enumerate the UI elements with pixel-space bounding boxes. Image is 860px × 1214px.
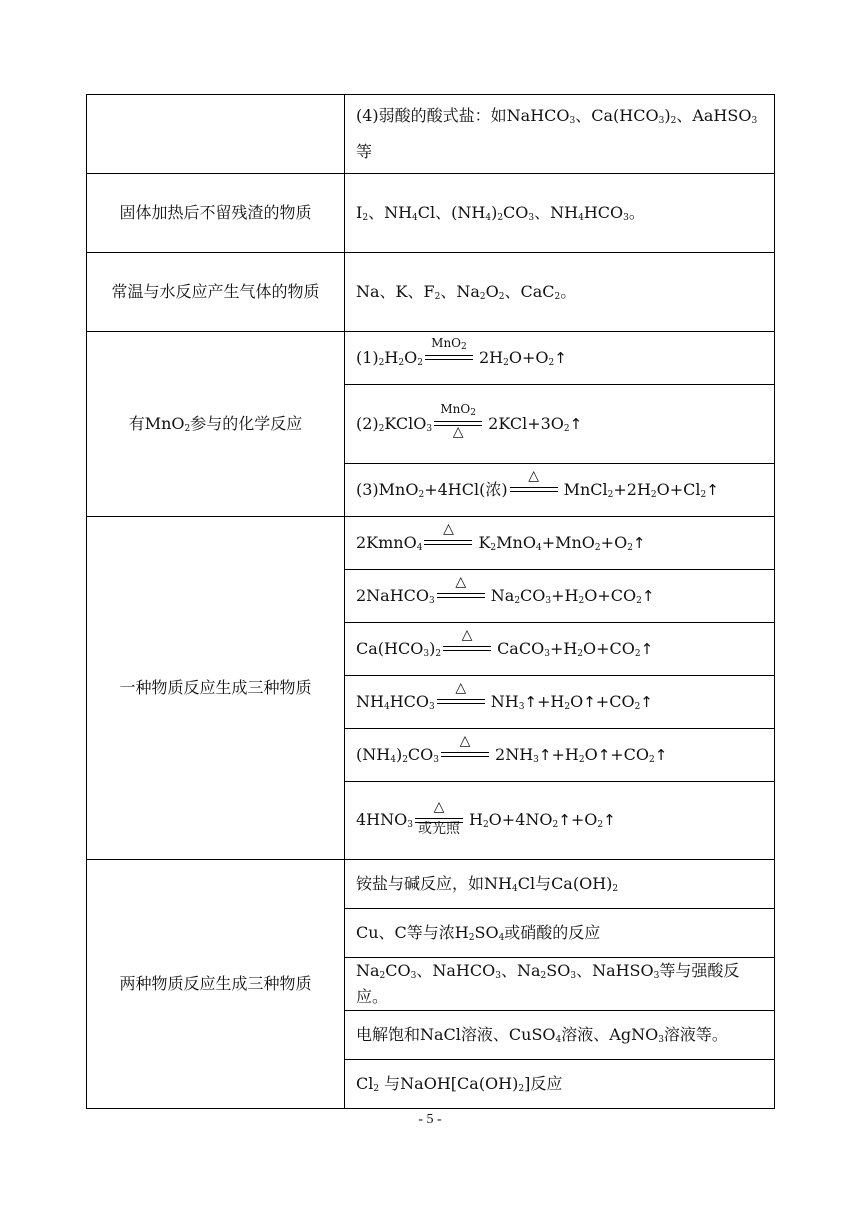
category-label: 常温与水反应产生气体的物质 [111, 282, 320, 301]
reaction-condition: △ [443, 636, 491, 662]
table-row [87, 174, 775, 253]
equation-cell [345, 385, 775, 464]
reaction-condition: △ [437, 583, 485, 609]
reaction-condition: MnO$_2$ △ [434, 411, 482, 437]
equation: $NH_4HCO_3$ △ $NH_3↑+H_2O↑+CO_2↑$ [356, 692, 653, 711]
row-category [87, 332, 345, 517]
category-label: 固体加热后不留残渣的物质 [119, 203, 312, 222]
reaction-cell [345, 1060, 775, 1109]
row-category [87, 253, 345, 332]
content-text: $I_2$、$NH_4Cl$、$(NH_4)_2CO_3$、$NH_4HCO_3$。 [356, 203, 645, 223]
equation-cell [345, 729, 775, 782]
reaction-text: $Cl_2$ 与$NaOH[Ca(OH)_2]$反应 [356, 1074, 563, 1094]
page-number: - 5 - [418, 1112, 442, 1127]
row-category [87, 174, 345, 253]
equation-cell [345, 464, 775, 517]
row-content [345, 253, 775, 332]
category-label: 一种物质反应生成三种物质 [119, 678, 312, 697]
equation: $(NH_4)_2CO_3$ △ $2NH_3↑+H_2O↑+CO_2↑$ [356, 745, 667, 764]
row-content [345, 174, 775, 253]
row-category [87, 860, 345, 1109]
table-row [87, 517, 775, 570]
equation-cell [345, 570, 775, 623]
equation: 2KmnO$_4$ △ $K_2MnO_4+MnO_2+O_2↑$ [356, 533, 646, 552]
equation: $Ca(HCO_3)_2$ △ $CaCO_3+H_2O+CO_2↑$ [356, 639, 653, 658]
reaction-text: Cu、C等与浓$H_2SO_4$或硝酸的反应 [356, 923, 601, 943]
equation-cell [345, 332, 775, 385]
equation: (3)MnO$_2$+4HCl(浓) △ $MnCl_2+2H_2O+Cl_2↑$ [356, 480, 719, 499]
reaction-cell [345, 909, 775, 958]
chemistry-summary-table [86, 94, 775, 1109]
reaction-condition: △ [437, 689, 485, 715]
row-category-empty [87, 95, 345, 174]
equation: $(2)_2KClO_3$ MnO$_2$ △ $2KCl+3O_2↑$ [356, 402, 583, 441]
equation-cell [345, 623, 775, 676]
equation-cell [345, 676, 775, 729]
content-text: Na、K、$F_2$、$Na_2O_2$、CaC$_2$。 [356, 282, 577, 302]
reaction-condition: △ [441, 742, 489, 768]
equation: 2NaHCO$_3$ △ $Na_2CO_3+H_2O+CO_2↑$ [356, 586, 654, 605]
equation: $4HNO_3$ △ 或光照 $H_2O+4NO_2↑+O_2↑$ [356, 798, 616, 837]
reaction-text: 铵盐与碱反应，如$NH_4Cl$与$Ca(OH)_2$ [356, 874, 619, 894]
reaction-text: $Na_2CO_3$、NaHCO$_3$、$Na_2SO_3$、NaHSO$_3$等与强酸反应。 [356, 961, 740, 1006]
reaction-cell [345, 958, 775, 1011]
table-row [87, 860, 775, 909]
acid-salt-text: (4)弱酸的酸式盐：如NaHCO$_3$、$Ca(HCO_3)_2$、AaHSO$_3$等 [356, 106, 758, 161]
equation-cell [345, 517, 775, 570]
reaction-condition: △ [510, 477, 558, 503]
category-label: 两种物质反应生成三种物质 [119, 974, 312, 993]
row-content [345, 95, 775, 174]
table-row [87, 95, 775, 174]
reaction-text: 电解饱和NaCl溶液、CuSO$_4$溶液、AgNO$_3$溶液等。 [356, 1025, 728, 1045]
reaction-condition: △ 或光照 [415, 808, 463, 834]
reaction-condition: MnO$_2$ [425, 345, 473, 371]
equation-cell [345, 782, 775, 860]
table-row [87, 332, 775, 385]
reaction-condition: △ [424, 530, 472, 556]
reaction-cell [345, 860, 775, 909]
equation: $(1)_2H_2O_2$ MnO$_2$ $2H_2O+O_2↑$ [356, 348, 567, 367]
row-category [87, 517, 345, 860]
reaction-cell [345, 1011, 775, 1060]
category-label: 有MnO$_2$参与的化学反应 [128, 414, 303, 434]
table-row [87, 253, 775, 332]
